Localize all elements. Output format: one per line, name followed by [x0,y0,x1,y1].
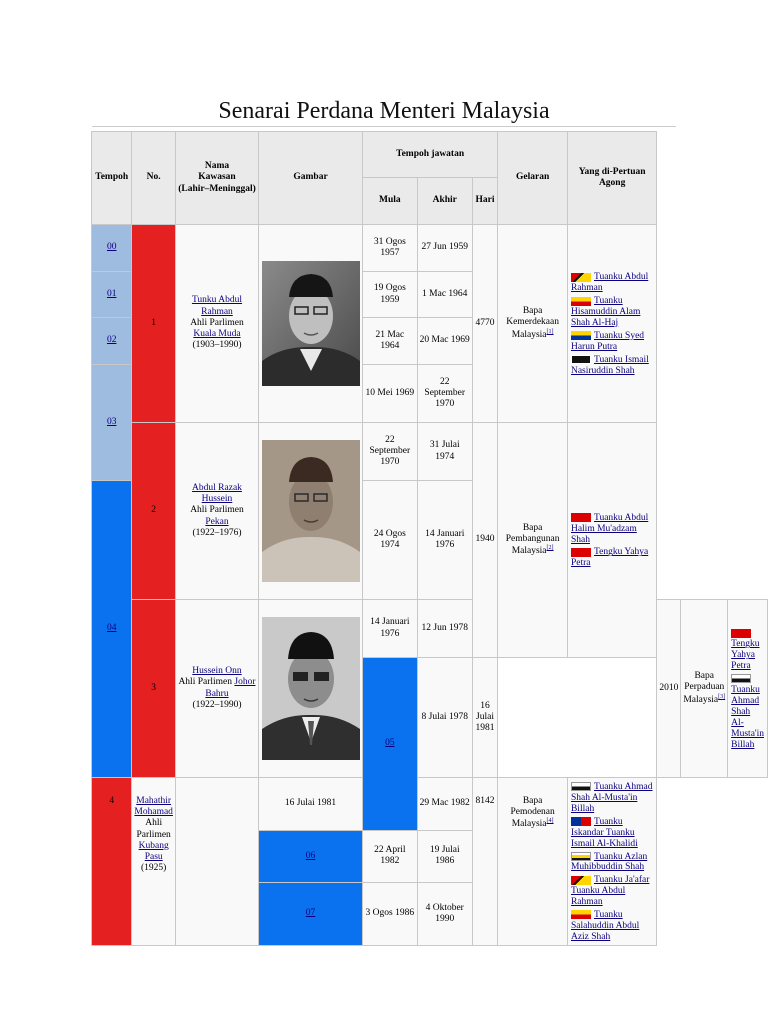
ruler-entry [571,272,653,294]
ruler-link[interactable]: Tuanku Ismail Nasiruddin Shah [570,354,649,376]
tempoh-cell [363,658,418,831]
negeri-sembilan-flag-icon [571,273,591,282]
ydpa-cell [728,600,768,778]
header-tempoh-jawatan: Tempoh jawatan [363,132,498,178]
pm-title-line3: Malaysia [511,329,547,340]
pm-title-line2: Malaysia [511,819,547,830]
johor-flag-icon [571,817,591,826]
pm-name-cell [175,600,258,778]
constituency-link[interactable]: Johor Bahru [205,677,256,699]
pm-photo [262,440,360,582]
header-gambar: Gambar [259,132,363,225]
negeri-sembilan-flag-icon [571,876,591,885]
constituency-link[interactable]: Kuala Muda [193,329,241,340]
ruler-link[interactable]: Tuanku Hisamuddin Alam Shah Al-Haj [570,296,641,329]
tempoh-link[interactable]: 06 [305,850,316,861]
tempoh-cell [92,272,132,318]
pm-title-line1: Bapa [522,306,543,317]
title-divider [92,126,676,127]
kelantan-flag-icon [731,629,751,638]
pahang-flag-icon [571,782,591,791]
term-start: 31 Ogos 1957 [363,225,418,272]
header-nama [175,132,258,225]
pm-photo [262,617,360,760]
ruler-link[interactable]: Tuanku Abdul Halim Mu'adzam Shah [570,512,649,545]
kelantan-flag-icon [571,548,591,557]
header-nama-line3: (Lahir–Meninggal) [178,183,256,194]
tempoh-cell [92,318,132,365]
tempoh-cell [259,882,363,945]
pm-photo-cell [259,423,363,600]
ruler-link[interactable]: Tuanku Salahuddin Abdul Aziz Shah [570,910,640,942]
term-start: 16 Julai 1981 [259,778,363,831]
pm-name-cell [175,225,258,423]
tempoh-cell [92,225,132,272]
kedah-flag-icon [571,513,591,522]
pm-years: (1922–1976) [192,527,242,538]
selangor-flag-icon [571,297,591,306]
ydpa-cell [567,423,656,658]
page-title: Senarai Perdana Menteri Malaysia [218,98,550,124]
tempoh-link[interactable]: 03 [106,416,117,427]
pm-name-link[interactable]: Tunku Abdul Rahman [191,295,243,317]
prime-ministers-table [91,131,768,946]
ruler-entry [571,782,653,815]
term-start: 22 September 1970 [363,423,418,481]
pm-name-cell [175,423,258,600]
selangor-flag-icon [571,910,591,919]
pm-name-link[interactable]: Mahathir Mohamad [134,796,173,818]
term-days: 1940 [472,423,497,658]
terengganu-flag-icon [571,355,591,364]
constituency-link[interactable]: Kubang Pasu [138,840,169,863]
pm-number: 2 [132,423,176,600]
reference-link[interactable]: [3] [718,693,726,700]
perak-flag-icon [571,852,591,861]
term-start: 3 Ogos 1986 [363,882,418,945]
tempoh-link[interactable]: 07 [305,908,316,919]
header-gelaran: Gelaran [498,132,568,225]
pm-title-line2: Malaysia [683,694,719,705]
pm-ahli: Ahli Parlimen [178,677,233,688]
ruler-link[interactable]: Tuanku Iskandar Tuanku Ismail Al-Khalidi [570,816,638,849]
header-mula: Mula [363,178,418,225]
pm-number: 4 [92,778,132,946]
reference-link[interactable]: [1] [546,328,554,335]
ruler-entry [731,628,764,672]
pm-title-cell [681,600,728,778]
constituency-link[interactable]: Pekan [205,516,229,527]
pahang-flag-icon [731,674,751,683]
pm-title-line1: Bapa Pemodenan [510,796,555,818]
pm-ahli: Ahli Parlimen [190,317,244,328]
header-akhir: Akhir [417,178,472,225]
pm-photo [262,261,360,386]
ruler-entry [571,910,653,943]
pm-number: 3 [132,600,176,778]
term-start: 24 Ogos 1974 [363,481,418,600]
term-start: 21 Mac 1964 [363,318,418,365]
ydpa-cell [567,225,656,423]
ruler-link[interactable]: Tuanku Azlan Muhibbuddin Shah [570,851,648,873]
ruler-entry [571,296,653,329]
pm-photo-cell [259,600,363,778]
pm-years: (1903–1990) [192,340,242,351]
reference-link[interactable]: [4] [546,818,554,825]
term-end: 12 Jun 1978 [417,600,472,658]
tempoh-link[interactable]: 01 [106,288,117,299]
ruler-entry [571,513,653,546]
term-end: 16 Julai 1981 [472,658,497,778]
pm-title-line1: Bapa [522,522,543,533]
pm-ahli: Ahli Parlimen [136,818,171,840]
pm-years: (1922–1990) [192,699,242,710]
term-days: 8142 [472,778,497,946]
tempoh-cell [92,365,132,481]
ruler-entry [571,355,653,377]
tempoh-link[interactable]: 04 [106,623,117,634]
term-end: 29 Mac 1982 [417,778,472,831]
ruler-link[interactable]: Tuanku Ahmad Shah Al-Musta'in Billah [731,685,765,750]
ruler-link[interactable]: Tuanku Syed Harun Putra [570,330,645,352]
term-end: 4 Oktober 1990 [417,882,472,945]
header-tempoh: Tempoh [92,132,132,225]
ruler-entry [571,852,653,874]
term-start: 14 Januari 1976 [363,600,418,658]
pm-title-line3: Malaysia [511,546,547,557]
ruler-entry [571,331,653,353]
term-start: 19 Ogos 1959 [363,272,418,318]
ruler-entry [731,674,764,750]
term-end: 1 Mac 1964 [417,272,472,318]
pm-title-line2: Kemerdekaan [506,317,559,328]
header-nama-line1: Nama [204,161,230,172]
pm-years: (1925) [141,863,167,874]
term-end: 20 Mac 1969 [417,318,472,365]
ruler-link[interactable]: Tuanku Abdul Rahman [570,272,649,294]
tempoh-cell [92,481,132,778]
term-end: 14 Januari 1976 [417,481,472,600]
ruler-entry [571,875,653,908]
perlis-flag-icon [571,331,591,340]
term-start: 10 Mei 1969 [363,365,418,423]
term-days: 2010 [657,600,681,778]
term-start: 8 Julai 1978 [417,658,472,778]
ruler-link[interactable]: Tuanku Ja'afar Tuanku Abdul Rahman [570,875,650,908]
term-end: 22 September 1970 [417,365,472,423]
pm-name-link[interactable]: Hussein Onn [192,666,242,677]
ydpa-cell [567,778,656,946]
pm-title-cell [498,778,568,946]
header-hari: Hari [472,178,497,225]
reference-link[interactable]: [2] [546,545,554,552]
term-start: 22 April 1982 [363,831,418,883]
ruler-entry [571,547,653,569]
tempoh-cell [259,831,363,883]
ruler-entry [571,817,653,850]
ruler-link[interactable]: Tengku Yahya Petra [570,547,649,569]
pm-title-line1: Bapa Perpaduan [684,671,725,693]
pm-title-cell [498,423,568,658]
pm-ahli: Ahli Parlimen [190,505,244,516]
term-days: 4770 [472,225,497,423]
pm-photo-cell [175,778,258,946]
pm-title-line2: Pembangunan [505,533,560,544]
tempoh-link[interactable]: 00 [106,242,117,253]
term-end: 27 Jun 1959 [417,225,472,272]
pm-title-cell [498,225,568,423]
pm-number: 1 [132,225,176,423]
header-nama-line2: Kawasan [198,172,236,183]
ruler-link[interactable]: Tuanku Ahmad Shah Al-Musta'in Billah [570,782,653,814]
pm-name-link[interactable]: Abdul Razak Hussein [192,482,242,505]
pm-photo-cell [259,225,363,423]
header-no: No. [132,132,176,225]
tempoh-link[interactable]: 02 [106,335,117,346]
tempoh-link[interactable]: 05 [385,738,395,749]
term-end: 19 Julai 1986 [417,831,472,883]
ruler-link[interactable]: Tengku Yahya Petra [731,639,760,672]
term-end: 31 Julai 1974 [417,423,472,481]
pm-name-cell [132,778,176,946]
header-ydpa: Yang di-Pertuan Agong [567,132,656,225]
